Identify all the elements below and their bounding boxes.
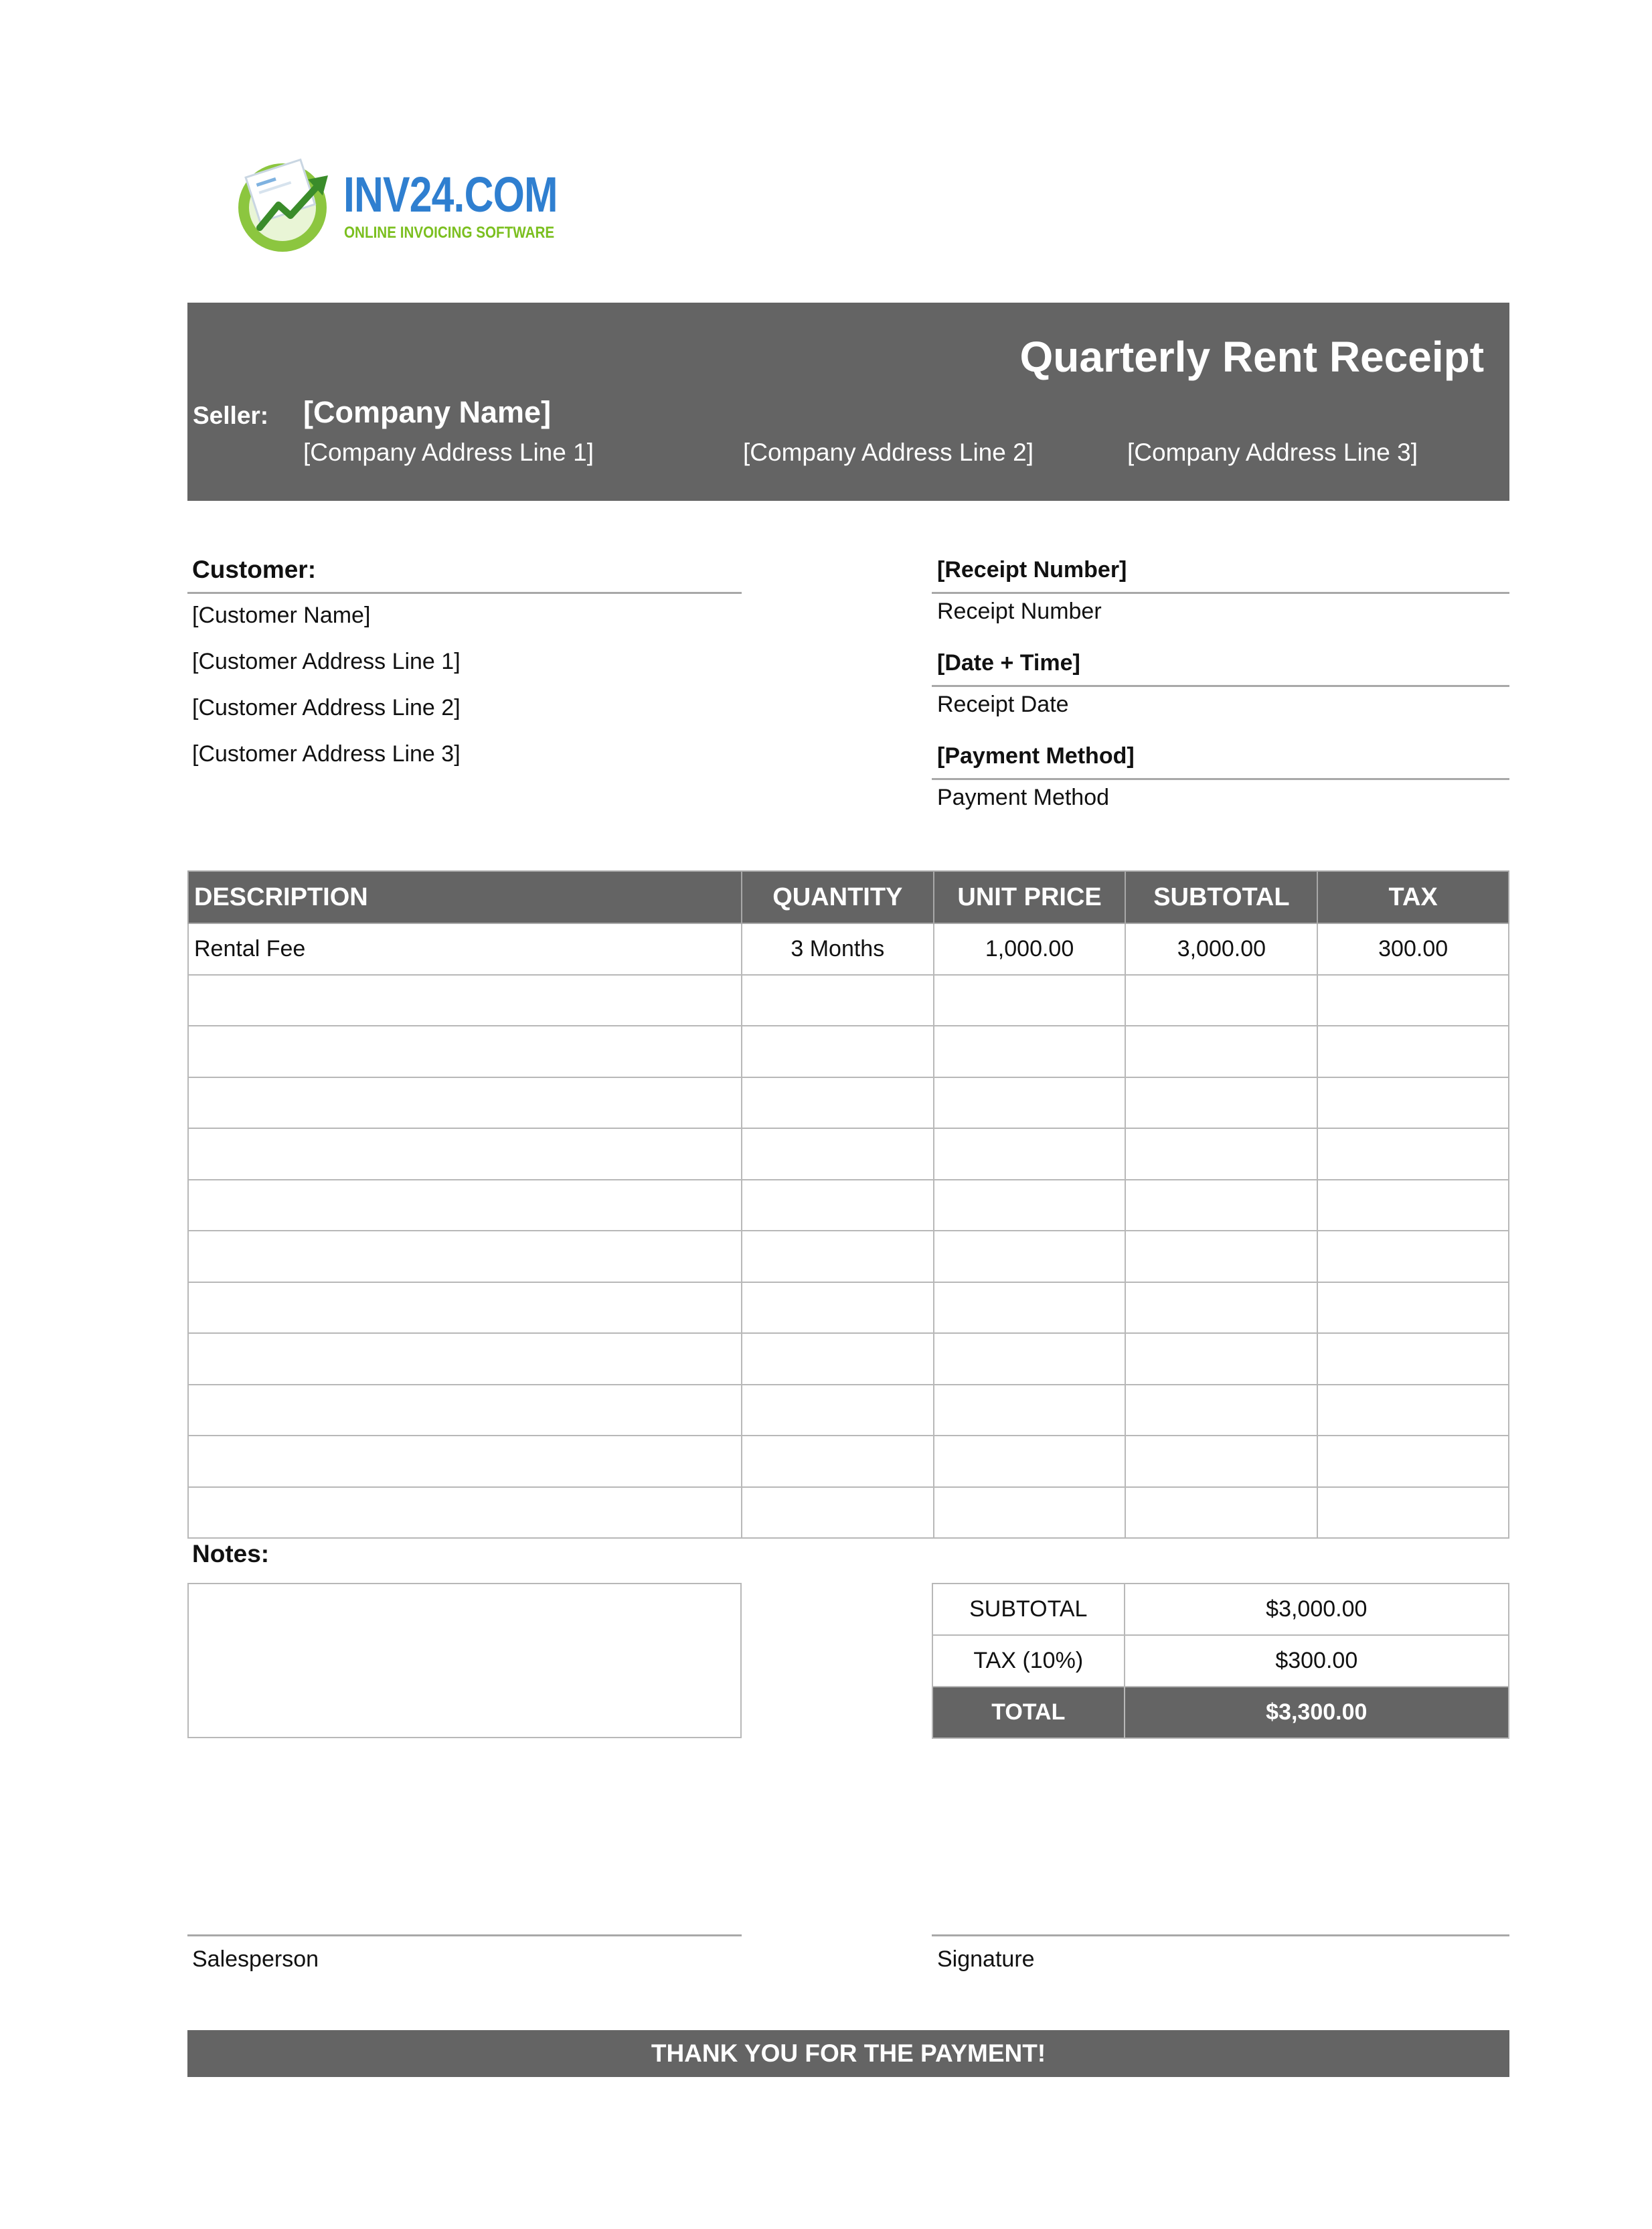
receipt-number-value: Receipt Number [937,599,1102,624]
item-quantity [742,1231,934,1282]
table-row [188,1180,1509,1231]
item-unit-price [934,1231,1126,1282]
item-tax: 300.00 [1317,923,1509,975]
total-row [932,1687,1509,1738]
date-time-label: [Date + Time] [937,650,1080,676]
item-tax [1317,1385,1509,1436]
item-unit-price [934,1128,1126,1180]
item-subtotal: 3,000.00 [1125,923,1317,975]
table-row [188,975,1509,1026]
tax-label: TAX (10%) [932,1635,1125,1687]
item-unit-price [934,1180,1126,1231]
customer-label: Customer: [192,556,317,583]
item-quantity [742,1077,934,1129]
subtotal-row [932,1584,1509,1635]
customer-address-line-3: [Customer Address Line 3] [192,741,461,767]
item-description [188,1385,742,1436]
item-quantity: 3 Months [742,923,934,975]
item-subtotal [1125,1333,1317,1385]
item-unit-price [934,1487,1126,1539]
logo-graph-icon [234,155,335,256]
customer-address-line-2: [Customer Address Line 2] [192,695,461,720]
receipt-date-value: Receipt Date [937,692,1069,717]
item-quantity [742,1333,934,1385]
item-subtotal [1125,1385,1317,1436]
totals-table [932,1583,1509,1739]
logo-brand: INV24.COM [343,167,558,222]
receipt-number-divider [932,592,1509,594]
item-subtotal [1125,1487,1317,1539]
table-row [188,1385,1509,1436]
table-row [188,1487,1509,1539]
item-tax [1317,1180,1509,1231]
thank-you-banner: THANK YOU FOR THE PAYMENT! [187,2030,1509,2077]
items-header-row [188,871,1509,923]
item-unit-price: 1,000.00 [934,923,1126,975]
header-band [187,303,1509,501]
item-description [188,1128,742,1180]
item-unit-price [934,1282,1126,1334]
item-tax [1317,1436,1509,1487]
item-unit-price [934,975,1126,1026]
notes-label: Notes: [192,1540,270,1567]
customer-address-line-1: [Customer Address Line 1] [192,649,461,674]
item-description [188,1180,742,1231]
salesperson-line [187,1934,742,1936]
item-subtotal [1125,1231,1317,1282]
seller-label: Seller: [193,402,269,429]
items-table [187,870,1509,1539]
item-tax [1317,1231,1509,1282]
table-row [188,1333,1509,1385]
item-tax [1317,1026,1509,1077]
item-quantity [742,1282,934,1334]
item-quantity [742,1385,934,1436]
table-row [188,1077,1509,1129]
item-description [188,1333,742,1385]
item-tax [1317,1487,1509,1539]
table-row [188,1282,1509,1334]
item-description: Rental Fee [188,923,742,975]
signature-line [932,1934,1509,1936]
header-tax: TAX [1317,871,1509,923]
item-description [188,1231,742,1282]
total-value: $3,300.00 [1125,1687,1509,1738]
company-address-line-3: [Company Address Line 3] [1127,439,1418,466]
header-quantity: QUANTITY [742,871,934,923]
payment-method-label: [Payment Method] [937,743,1135,769]
item-quantity [742,975,934,1026]
item-subtotal [1125,1436,1317,1487]
subtotal-value: $3,000.00 [1125,1584,1509,1635]
item-unit-price [934,1026,1126,1077]
item-quantity [742,1487,934,1539]
header-unit-price: UNIT PRICE [934,871,1126,923]
item-description [188,1436,742,1487]
item-tax [1317,1128,1509,1180]
item-description [188,1077,742,1129]
page-title: Quarterly Rent Receipt [1019,333,1484,381]
salesperson-label: Salesperson [192,1946,319,1972]
item-quantity [742,1180,934,1231]
payment-method-divider [932,778,1509,780]
item-unit-price [934,1436,1126,1487]
tax-value: $300.00 [1125,1635,1509,1687]
item-description [188,975,742,1026]
item-description [188,1026,742,1077]
item-subtotal [1125,1180,1317,1231]
subtotal-label: SUBTOTAL [932,1584,1125,1635]
table-row [188,923,1509,975]
notes-box[interactable] [187,1583,742,1738]
item-tax [1317,1282,1509,1334]
date-time-divider [932,685,1509,687]
item-tax [1317,1333,1509,1385]
item-subtotal [1125,1077,1317,1129]
item-tax [1317,1077,1509,1129]
item-subtotal [1125,1128,1317,1180]
item-unit-price [934,1333,1126,1385]
signature-label: Signature [937,1946,1035,1972]
item-unit-price [934,1077,1126,1129]
item-quantity [742,1026,934,1077]
item-subtotal [1125,1026,1317,1077]
item-quantity [742,1128,934,1180]
table-row [188,1231,1509,1282]
payment-method-value: Payment Method [937,785,1110,810]
item-tax [1317,975,1509,1026]
item-subtotal [1125,1282,1317,1334]
table-row [188,1436,1509,1487]
header-description: DESCRIPTION [188,871,742,923]
logo [234,155,558,256]
header-subtotal: SUBTOTAL [1125,871,1317,923]
company-address-line-2: [Company Address Line 2] [743,439,1034,466]
total-label: TOTAL [932,1687,1125,1738]
item-description [188,1487,742,1539]
item-description [188,1282,742,1334]
company-address-line-1: [Company Address Line 1] [303,439,594,466]
logo-tagline: ONLINE INVOICING SOFTWARE [344,224,555,242]
customer-divider [187,592,742,594]
receipt-number-label: [Receipt Number] [937,557,1127,583]
table-row [188,1026,1509,1077]
table-row [188,1128,1509,1180]
item-subtotal [1125,975,1317,1026]
item-quantity [742,1436,934,1487]
tax-row [932,1635,1509,1687]
customer-name: [Customer Name] [192,603,371,628]
company-name: [Company Name] [303,395,552,429]
item-unit-price [934,1385,1126,1436]
